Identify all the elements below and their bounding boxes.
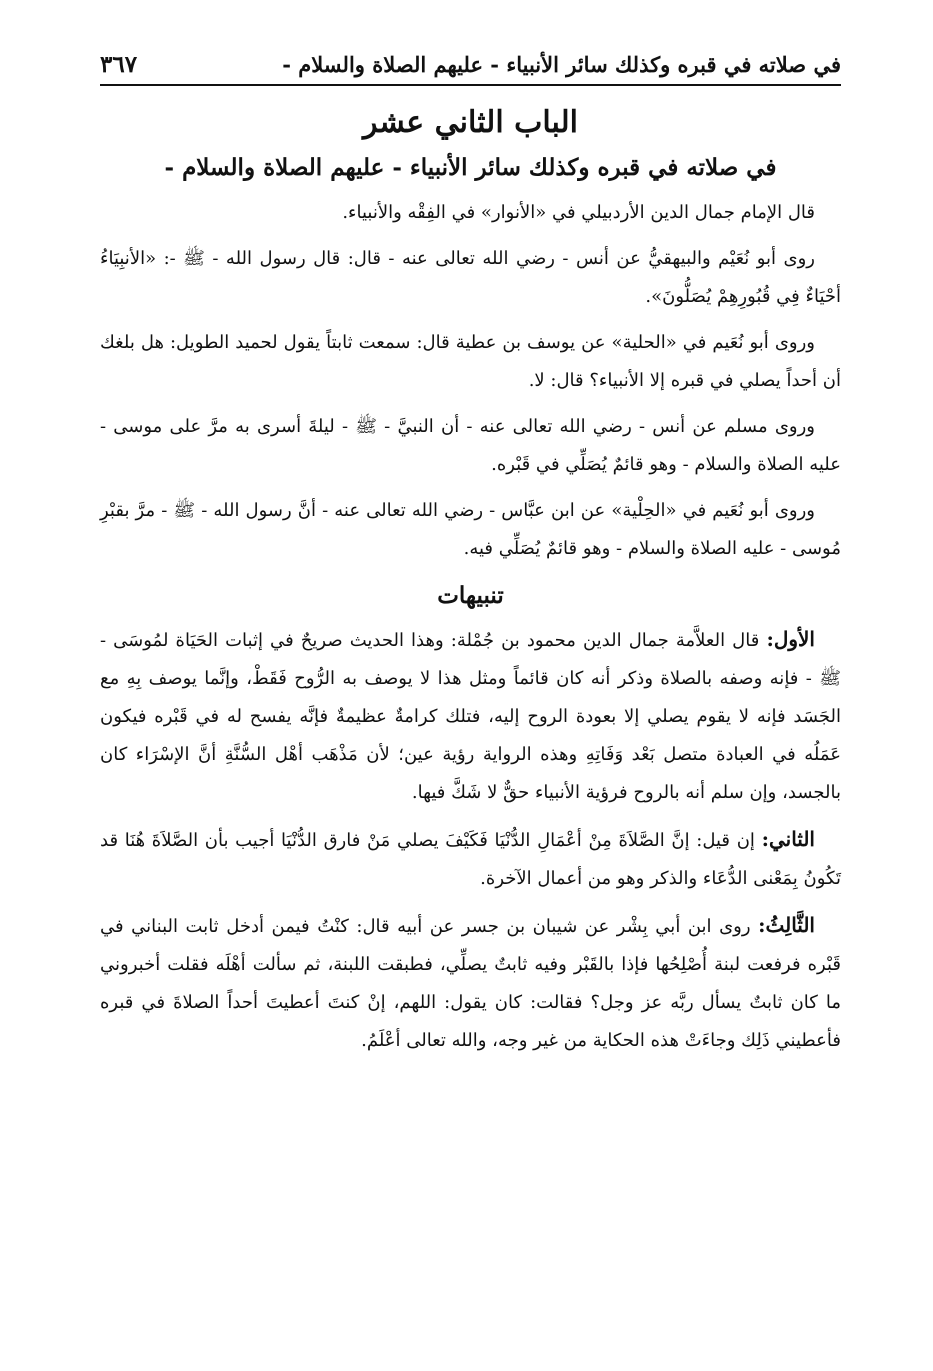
chapter-title: في صلاته في قبره وكذلك سائر الأنبياء - عليهم الصلاة والسلام - bbox=[164, 154, 777, 181]
note-lead: الثاني: bbox=[761, 827, 815, 851]
note-text: إن قيل: إنَّ الصَّلاَةَ مِنْ أعْمَالِ الدُّنْيَا فَكَيْفَ يصلي مَنْ فارق الدُّنْيَا أجيب بأن الصَّلاَةَ هُنَا قد تَكُونُ بِمَعْنى الدُّعَاء والذكر وهو من أعمال الآخرة. bbox=[100, 830, 841, 889]
running-title: في صلاته في قبره وكذلك سائر الأنبياء - عليهم الصلاة والسلام - bbox=[282, 51, 841, 77]
note-lead: الثَّالِثُ: bbox=[758, 913, 815, 937]
paragraph: وروى أبو نُعَيم في «الحلية» عن يوسف بن عطية قال: سمعت ثابتاً يقول لحميد الطويل: هل بلغك أن أحداً يصلي في قبره إلا الأنبياء؟ قال: لا. bbox=[100, 332, 841, 391]
note-text: روى ابن أبي بِشْر عن شيبان بن جسر عن أبيه قال: كنْتُ فيمن أدخل ثابت البناني في قَبْره فرفعت لبنة أُصْلِحُها فإذا بالقَبْر وفيه ثابتٌ يصلِّي، فطبقت اللبنة، ثم سألت أهْلَه فقلت أخبروني ما كان ثابتٌ يسأل ربَّه عز وجل؟ فقالت: كان يقول: اللهم، إنْ كنتَ أعطيتَ أحداً الصلاةَ في قبره فأعطيني ذَلِك وجاءَتْ هذه الحكاية من غير وجه، والله تعالى أعْلَمُ. bbox=[100, 916, 841, 1051]
note-lead: الأول: bbox=[766, 627, 815, 651]
paragraph: وروى مسلم عن أنس - رضي الله تعالى عنه - أن النبيَّ - ﷺ - ليلةَ أسرى به مرَّ على موسى - عليه الصلاة والسلام - وهو قائمٌ يُصَلِّي في قَبْره. bbox=[100, 416, 841, 475]
paragraph: قال الإمام جمال الدين الأردبيلي في «الأنوار» في الفِقْه والأنبياء. bbox=[342, 202, 815, 223]
running-header bbox=[100, 44, 841, 86]
page-content bbox=[100, 100, 841, 1068]
note-paragraph bbox=[100, 820, 841, 898]
note-paragraph bbox=[100, 620, 841, 812]
note-text: قال العلاَّمة جمال الدين محمود بن جُمْلة: وهذا الحديث صريحٌ في إثبات الحَيَاة لمُوسَى - ﷺ - فإنه وصفه بالصلاة وذكر أنه كان قائماً ومثل هذا لا يوصف به الرُّوح فَقَطْ، وإنَّما يوصف بِهِ مع الجَسَد فإنه لا يقوم يصلي إلا بعودة الروح إليه، فتلك كرامةٌ عظيمةٌ فإنَّه يفسح له في قَبْره فيكون عَمَلُه في العبادة متصل بَعْد وَفَاتِهِ وهذه الرواية رؤية عين؛ لأن مَذْهَب أهْل السُّنَّةِ أنَّ الإسْرَاء كان بالجسد، وإن سلم أنه بالروح فرؤية الأنبياء حقٌّ لا شَكَّ فيها. bbox=[100, 630, 841, 803]
paragraph: روى أبو نُعَيْم والبيهقيُّ عن أنس - رضي الله تعالى عنه - قال: قال رسول الله - ﷺ -: «الأنبِيَاءُ أحْيَاءٌ فِي قُبُورِهِمْ يُصَلُّونَ». bbox=[100, 248, 841, 307]
note-paragraph bbox=[100, 906, 841, 1060]
notes-heading: تنبيهات bbox=[437, 582, 504, 609]
page-number: ٣٦٧ bbox=[100, 50, 138, 78]
chapter-number: الباب الثاني عشر bbox=[362, 105, 579, 140]
paragraph: وروى أبو نُعَيم في «الحِلْية» عن ابن عبَّاس - رضي الله تعالى عنه - أنَّ رسول الله - ﷺ - مرَّ بقبْرِ مُوسى - عليه الصلاة والسلام - وهو قائمٌ يُصَلِّي فيه. bbox=[100, 500, 841, 559]
